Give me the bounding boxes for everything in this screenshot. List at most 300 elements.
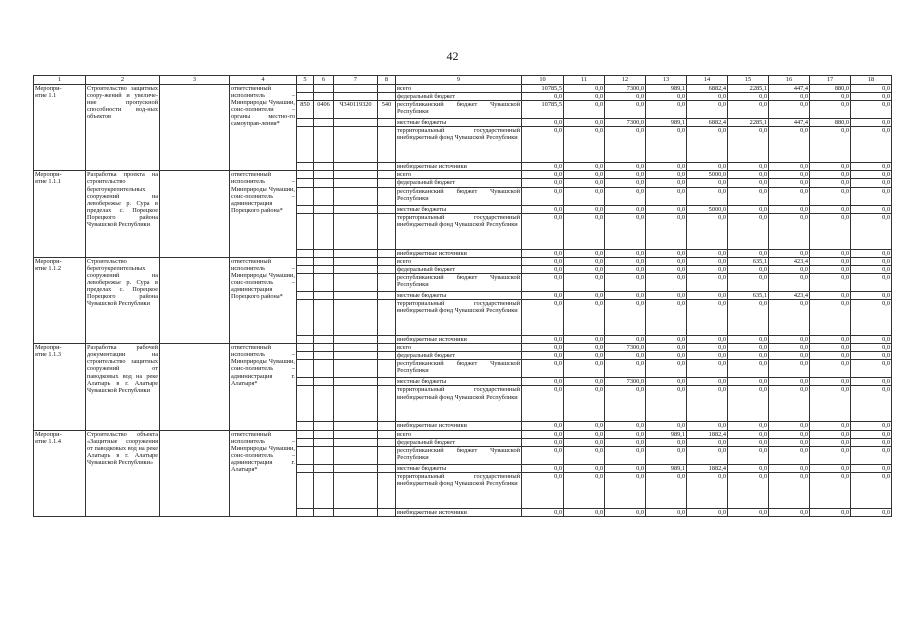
code-grbs xyxy=(297,257,314,265)
funding-value: 0,0 xyxy=(687,422,728,430)
funding-source: территориальный государственный внебюджетный фонд Чувашской Республики xyxy=(396,386,522,422)
funding-value: 0,0 xyxy=(605,171,646,179)
funding-value: 0,0 xyxy=(605,438,646,446)
code-vr xyxy=(378,291,396,299)
funding-value: 0,0 xyxy=(564,422,605,430)
funding-value: 0,0 xyxy=(522,438,564,446)
funding-value: 0,0 xyxy=(769,438,810,446)
funding-value: 423,4 xyxy=(769,291,810,299)
code-grbs xyxy=(297,386,314,422)
funding-value: 0,0 xyxy=(564,472,605,508)
funding-source: внебюджетные источники xyxy=(396,249,522,257)
code-rz xyxy=(314,336,334,344)
column-number: 10 xyxy=(522,76,564,85)
code-rz xyxy=(314,291,334,299)
funding-source: местные бюджеты xyxy=(396,291,522,299)
funding-value: 0,0 xyxy=(851,291,892,299)
code-csr xyxy=(334,336,378,344)
funding-value: 0,0 xyxy=(851,344,892,352)
funding-value: 0,0 xyxy=(605,101,646,119)
funding-source: территориальный государственный внебюджетный фонд Чувашской Республики xyxy=(396,213,522,249)
funding-value: 423,4 xyxy=(769,257,810,265)
funding-value: 0,0 xyxy=(728,163,769,171)
funding-value: 0,0 xyxy=(728,464,769,472)
funding-value: 0,0 xyxy=(851,163,892,171)
funding-value: 0,0 xyxy=(646,171,687,179)
code-rz xyxy=(314,472,334,508)
funding-value: 0,0 xyxy=(728,179,769,187)
code-rz xyxy=(314,446,334,464)
code-rz xyxy=(314,273,334,291)
code-grbs xyxy=(297,344,314,352)
event-description: Строительство объекта «Защитные сооружения от паводковых вод на реке Алатырь в г. Алатыре Чувашской Республики» xyxy=(86,430,160,516)
funding-value: 0,0 xyxy=(851,300,892,336)
code-vr xyxy=(378,171,396,179)
table-row xyxy=(34,344,892,352)
funding-value: 0,0 xyxy=(769,187,810,205)
funding-source: внебюджетные источники xyxy=(396,422,522,430)
funding-value: 5000,0 xyxy=(687,171,728,179)
funding-value: 0,0 xyxy=(646,352,687,360)
funding-value: 0,0 xyxy=(564,249,605,257)
code-grbs xyxy=(297,265,314,273)
funding-value: 0,0 xyxy=(646,101,687,119)
code-vr xyxy=(378,127,396,163)
funding-value: 0,0 xyxy=(605,213,646,249)
funding-value: 0,0 xyxy=(564,171,605,179)
code-csr xyxy=(334,171,378,179)
funding-value: 7300,0 xyxy=(605,85,646,93)
funding-value: 0,0 xyxy=(851,360,892,378)
funding-value: 0,0 xyxy=(810,101,851,119)
funding-value: 7300,0 xyxy=(605,378,646,386)
code-grbs xyxy=(297,127,314,163)
funding-value: 0,0 xyxy=(810,464,851,472)
code-grbs xyxy=(297,187,314,205)
column-number: 15 xyxy=(728,76,769,85)
funding-value: 0,0 xyxy=(605,464,646,472)
funding-value: 0,0 xyxy=(605,273,646,291)
funding-value: 7300,0 xyxy=(605,119,646,127)
funding-value: 10785,5 xyxy=(522,85,564,93)
code-csr xyxy=(334,422,378,430)
funding-value: 0,0 xyxy=(810,438,851,446)
funding-value: 0,0 xyxy=(605,205,646,213)
funding-value: 0,0 xyxy=(605,93,646,101)
funding-value: 0,0 xyxy=(687,360,728,378)
code-rz xyxy=(314,85,334,93)
funding-value: 0,0 xyxy=(605,446,646,464)
funding-value: 0,0 xyxy=(522,422,564,430)
funding-value: 0,0 xyxy=(564,386,605,422)
code-csr xyxy=(334,386,378,422)
funding-value: 0,0 xyxy=(522,179,564,187)
funding-value: 0,0 xyxy=(851,352,892,360)
code-grbs xyxy=(297,360,314,378)
funding-value: 0,0 xyxy=(810,430,851,438)
code-rz xyxy=(314,205,334,213)
code-rz xyxy=(314,508,334,516)
funding-value: 0,0 xyxy=(522,163,564,171)
funding-value: 0,0 xyxy=(687,344,728,352)
funding-value: 0,0 xyxy=(564,508,605,516)
funding-value: 0,0 xyxy=(769,386,810,422)
funding-value: 0,0 xyxy=(687,438,728,446)
funding-value: 0,0 xyxy=(522,446,564,464)
funding-value: 0,0 xyxy=(769,508,810,516)
funding-source: республиканский бюджет Чувашской Республики xyxy=(396,360,522,378)
funding-value: 0,0 xyxy=(769,127,810,163)
funding-value: 0,0 xyxy=(687,300,728,336)
funding-value: 0,0 xyxy=(646,508,687,516)
column-number: 1 xyxy=(34,76,86,85)
code-vr xyxy=(378,352,396,360)
column-number: 16 xyxy=(769,76,810,85)
code-csr xyxy=(334,446,378,464)
funding-value: 0,0 xyxy=(769,273,810,291)
funding-value: 0,0 xyxy=(687,273,728,291)
funding-value: 0,0 xyxy=(687,179,728,187)
funding-value: 0,0 xyxy=(728,265,769,273)
funding-value: 10785,5 xyxy=(522,101,564,119)
funding-source: внебюджетные источники xyxy=(396,508,522,516)
funding-value: 0,0 xyxy=(851,438,892,446)
funding-value: 0,0 xyxy=(810,205,851,213)
code-rz xyxy=(314,438,334,446)
code-csr xyxy=(334,213,378,249)
code-vr xyxy=(378,344,396,352)
code-rz xyxy=(314,171,334,179)
table-row xyxy=(34,257,892,265)
funding-value: 0,0 xyxy=(605,422,646,430)
funding-value: 635,1 xyxy=(728,291,769,299)
funding-value: 0,0 xyxy=(769,163,810,171)
funding-value: 0,0 xyxy=(810,446,851,464)
funding-value: 0,0 xyxy=(522,300,564,336)
funding-value: 0,0 xyxy=(810,336,851,344)
funding-value: 2285,1 xyxy=(728,85,769,93)
funding-value: 0,0 xyxy=(810,291,851,299)
funding-value: 0,0 xyxy=(522,291,564,299)
code-vr xyxy=(378,386,396,422)
funding-value: 989,1 xyxy=(646,85,687,93)
funding-value: 0,0 xyxy=(851,93,892,101)
code-csr xyxy=(334,163,378,171)
code-grbs xyxy=(297,446,314,464)
funding-value: 880,0 xyxy=(810,85,851,93)
code-rz xyxy=(314,344,334,352)
funding-value: 0,0 xyxy=(687,249,728,257)
funding-value: 0,0 xyxy=(769,171,810,179)
funding-source: федеральный бюджет xyxy=(396,438,522,446)
funding-value: 0,0 xyxy=(646,93,687,101)
code-grbs xyxy=(297,291,314,299)
funding-value: 0,0 xyxy=(810,300,851,336)
funding-value: 0,0 xyxy=(564,430,605,438)
funding-value: 0,0 xyxy=(646,344,687,352)
funding-value: 0,0 xyxy=(522,213,564,249)
code-vr: 540 xyxy=(378,101,396,119)
column-number-row xyxy=(34,76,892,85)
funding-value: 0,0 xyxy=(810,472,851,508)
funding-value: 0,0 xyxy=(522,360,564,378)
code-vr xyxy=(378,273,396,291)
code-csr xyxy=(334,344,378,352)
funding-value: 0,0 xyxy=(646,187,687,205)
funding-value: 0,0 xyxy=(522,352,564,360)
funding-value: 1882,4 xyxy=(687,430,728,438)
funding-value: 0,0 xyxy=(646,438,687,446)
funding-value: 0,0 xyxy=(728,187,769,205)
funding-value: 0,0 xyxy=(810,378,851,386)
column-number: 11 xyxy=(564,76,605,85)
column-number: 3 xyxy=(160,76,230,85)
funding-value: 0,0 xyxy=(810,257,851,265)
funding-source: местные бюджеты xyxy=(396,119,522,127)
column-number: 4 xyxy=(230,76,297,85)
funding-value: 0,0 xyxy=(605,360,646,378)
funding-value: 0,0 xyxy=(687,93,728,101)
funding-source: республиканский бюджет Чувашской Республики xyxy=(396,446,522,464)
funding-source: территориальный государственный внебюджетный фонд Чувашской Республики xyxy=(396,472,522,508)
funding-value: 0,0 xyxy=(851,273,892,291)
funding-value: 0,0 xyxy=(564,179,605,187)
code-csr xyxy=(334,300,378,336)
funding-value: 0,0 xyxy=(769,93,810,101)
column-number: 14 xyxy=(687,76,728,85)
funding-value: 989,1 xyxy=(646,464,687,472)
funding-value: 0,0 xyxy=(564,336,605,344)
funding-value: 0,0 xyxy=(687,508,728,516)
funding-value: 0,0 xyxy=(851,472,892,508)
funding-value: 0,0 xyxy=(851,101,892,119)
code-rz xyxy=(314,213,334,249)
funding-value: 0,0 xyxy=(728,378,769,386)
funding-value: 0,0 xyxy=(605,265,646,273)
funding-value: 0,0 xyxy=(769,446,810,464)
code-rz xyxy=(314,360,334,378)
code-rz xyxy=(314,187,334,205)
code-grbs xyxy=(297,472,314,508)
code-vr xyxy=(378,446,396,464)
code-csr xyxy=(334,119,378,127)
column-number: 13 xyxy=(646,76,687,85)
funding-value: 0,0 xyxy=(851,508,892,516)
funding-value: 7300,0 xyxy=(605,344,646,352)
funding-value: 0,0 xyxy=(728,360,769,378)
code-rz xyxy=(314,464,334,472)
funding-value: 0,0 xyxy=(564,446,605,464)
funding-value: 0,0 xyxy=(564,438,605,446)
goal-cell xyxy=(160,85,230,171)
code-rz xyxy=(314,93,334,101)
code-vr xyxy=(378,464,396,472)
code-csr xyxy=(334,85,378,93)
funding-source: федеральный бюджет xyxy=(396,352,522,360)
funding-value: 0,0 xyxy=(522,344,564,352)
funding-value: 0,0 xyxy=(769,422,810,430)
code-rz xyxy=(314,422,334,430)
funding-value: 0,0 xyxy=(522,336,564,344)
funding-value: 0,0 xyxy=(810,249,851,257)
funding-value: 0,0 xyxy=(564,213,605,249)
funding-value: 0,0 xyxy=(522,171,564,179)
funding-value: 0,0 xyxy=(605,179,646,187)
funding-value: 0,0 xyxy=(687,163,728,171)
funding-value: 0,0 xyxy=(605,386,646,422)
funding-source: федеральный бюджет xyxy=(396,265,522,273)
funding-value: 0,0 xyxy=(687,127,728,163)
code-vr xyxy=(378,430,396,438)
event-description: Разработка рабочей документации на строительство защитных сооружений от паводковых вод на реке Алатырь в г. Алатыре Чувашской Республики xyxy=(86,344,160,430)
funding-value: 0,0 xyxy=(851,205,892,213)
funding-source: местные бюджеты xyxy=(396,464,522,472)
event-description: Строительство защитных соору-жений и увеличе-ние пропускной способности вод-ных объектов xyxy=(86,85,160,171)
funding-value: 0,0 xyxy=(728,422,769,430)
funding-value: 0,0 xyxy=(605,249,646,257)
funding-value: 0,0 xyxy=(810,360,851,378)
funding-value: 0,0 xyxy=(646,422,687,430)
funding-value: 0,0 xyxy=(851,265,892,273)
funding-value: 0,0 xyxy=(810,179,851,187)
funding-value: 6882,4 xyxy=(687,119,728,127)
funding-value: 0,0 xyxy=(810,213,851,249)
funding-source: внебюджетные источники xyxy=(396,163,522,171)
column-number: 9 xyxy=(396,76,522,85)
executor: ответственный исполнитель – Минприроды Чувашии, соис-полнитель – администрация Порецкого района* xyxy=(230,257,297,343)
funding-value: 0,0 xyxy=(769,430,810,438)
code-grbs xyxy=(297,378,314,386)
code-csr xyxy=(334,430,378,438)
code-csr xyxy=(334,179,378,187)
code-grbs xyxy=(297,171,314,179)
funding-value: 0,0 xyxy=(810,508,851,516)
code-grbs xyxy=(297,249,314,257)
code-vr xyxy=(378,187,396,205)
funding-value: 0,0 xyxy=(522,127,564,163)
code-vr xyxy=(378,213,396,249)
funding-value: 0,0 xyxy=(851,127,892,163)
funding-value: 2285,1 xyxy=(728,119,769,127)
code-rz xyxy=(314,265,334,273)
funding-value: 0,0 xyxy=(646,163,687,171)
column-number: 18 xyxy=(851,76,892,85)
funding-source: местные бюджеты xyxy=(396,205,522,213)
funding-value: 0,0 xyxy=(851,336,892,344)
event-number: Меропри- ятие 1.1.1 xyxy=(34,171,86,257)
code-csr xyxy=(334,187,378,205)
funding-value: 0,0 xyxy=(728,171,769,179)
code-vr xyxy=(378,249,396,257)
code-csr xyxy=(334,352,378,360)
funding-source: внебюджетные источники xyxy=(396,336,522,344)
funding-value: 0,0 xyxy=(851,378,892,386)
code-csr xyxy=(334,93,378,101)
funding-value: 0,0 xyxy=(564,273,605,291)
funding-value: 0,0 xyxy=(851,257,892,265)
funding-value: 0,0 xyxy=(851,422,892,430)
funding-value: 0,0 xyxy=(605,472,646,508)
funding-value: 0,0 xyxy=(564,360,605,378)
code-vr xyxy=(378,508,396,516)
funding-value: 0,0 xyxy=(564,187,605,205)
code-csr xyxy=(334,508,378,516)
funding-source: республиканский бюджет Чувашской Республики xyxy=(396,273,522,291)
code-rz xyxy=(314,300,334,336)
funding-value: 0,0 xyxy=(728,430,769,438)
funding-value: 0,0 xyxy=(564,85,605,93)
code-vr xyxy=(378,360,396,378)
column-number: 7 xyxy=(334,76,378,85)
funding-value: 0,0 xyxy=(605,336,646,344)
funding-value: 0,0 xyxy=(769,344,810,352)
code-grbs xyxy=(297,352,314,360)
funding-value: 0,0 xyxy=(728,101,769,119)
funding-value: 0,0 xyxy=(810,386,851,422)
funding-value: 0,0 xyxy=(769,352,810,360)
code-csr xyxy=(334,291,378,299)
funding-source: всего xyxy=(396,430,522,438)
code-grbs xyxy=(297,179,314,187)
funding-source: территориальный государственный внебюджетный фонд Чувашской Республики xyxy=(396,127,522,163)
funding-value: 0,0 xyxy=(728,249,769,257)
funding-value: 0,0 xyxy=(522,430,564,438)
funding-value: 0,0 xyxy=(522,386,564,422)
funding-source: всего xyxy=(396,85,522,93)
funding-value: 0,0 xyxy=(522,187,564,205)
funding-value: 0,0 xyxy=(646,291,687,299)
funding-value: 635,1 xyxy=(728,257,769,265)
funding-value: 0,0 xyxy=(564,205,605,213)
funding-value: 0,0 xyxy=(564,119,605,127)
funding-value: 1882,4 xyxy=(687,464,728,472)
funding-value: 0,0 xyxy=(687,352,728,360)
code-grbs xyxy=(297,119,314,127)
funding-value: 989,1 xyxy=(646,430,687,438)
code-grbs xyxy=(297,213,314,249)
funding-value: 0,0 xyxy=(728,508,769,516)
funding-value: 0,0 xyxy=(605,352,646,360)
page-number: 42 xyxy=(446,49,459,63)
code-csr xyxy=(334,249,378,257)
funding-value: 0,0 xyxy=(564,464,605,472)
code-grbs xyxy=(297,163,314,171)
code-grbs xyxy=(297,93,314,101)
funding-value: 0,0 xyxy=(564,352,605,360)
funding-value: 0,0 xyxy=(810,187,851,205)
funding-value: 0,0 xyxy=(687,291,728,299)
funding-value: 0,0 xyxy=(728,205,769,213)
funding-value: 0,0 xyxy=(728,213,769,249)
funding-value: 0,0 xyxy=(728,273,769,291)
code-rz xyxy=(314,386,334,422)
goal-cell xyxy=(160,171,230,257)
funding-value: 0,0 xyxy=(810,93,851,101)
funding-value: 0,0 xyxy=(851,430,892,438)
funding-value: 0,0 xyxy=(522,378,564,386)
funding-value: 0,0 xyxy=(646,386,687,422)
funding-value: 0,0 xyxy=(522,273,564,291)
funding-value: 0,0 xyxy=(687,265,728,273)
funding-value: 0,0 xyxy=(728,344,769,352)
funding-value: 0,0 xyxy=(687,472,728,508)
column-number: 17 xyxy=(810,76,851,85)
funding-value: 0,0 xyxy=(605,257,646,265)
funding-value: 0,0 xyxy=(646,265,687,273)
funding-value: 0,0 xyxy=(646,127,687,163)
funding-value: 6882,4 xyxy=(687,85,728,93)
funding-value: 0,0 xyxy=(605,508,646,516)
